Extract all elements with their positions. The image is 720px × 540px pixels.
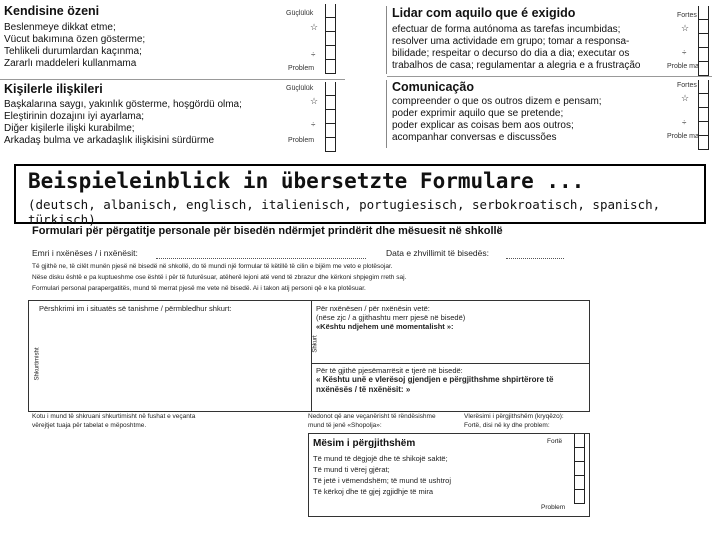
opinion-textarea[interactable] (325, 331, 581, 361)
scale-top-label: Fortes (677, 12, 697, 19)
scale-top-label: Güçlülük (286, 10, 314, 17)
checkbox[interactable] (575, 448, 585, 462)
intro-line: Të gjithë ne, të cilët munën pjesë në bisedë në shkollë, do të mundi një formular të këtillë të cilin e bijëm me veto e plotësojar. (32, 263, 393, 270)
footer-right-2: Fortë, disi në ky dhe problem: (464, 422, 550, 429)
panel-title: Lidar com aquilo que é exigido (392, 6, 576, 20)
learning-line: Të kërkoj dhe të gjej zgjidhje të mira (313, 487, 434, 496)
all-question-2: nxënësës / të nxënësit: » (316, 385, 411, 394)
checkbox[interactable] (699, 122, 709, 136)
rating-checkboxes[interactable] (325, 4, 336, 74)
left-side-label: Shkurtimisht (34, 347, 41, 381)
learning-scale-bottom: Problem (541, 504, 566, 511)
panel-line: Başkalarına saygı, yakınlık gösterme, hoşgördü olma; (4, 99, 242, 110)
learning-scale-top: Fortë (547, 438, 563, 445)
panel-title: Kendisine özeni (4, 4, 100, 18)
checkbox[interactable] (326, 32, 336, 46)
panel-line: poder exprimir aquilo que se pretende; (392, 108, 564, 119)
learning-title: Mësim i përgjithshëm (313, 438, 416, 449)
all-title: Për të gjithë pjesëmarrësit e tjerë në bisedë: (316, 366, 463, 375)
panel-line: resolver uma actividade em grupo; tomar a responsa- (392, 36, 630, 47)
panel-line: Tehlikeli durumlardan kaçınma; (4, 46, 142, 57)
scale-top-label: Fortes (677, 82, 697, 89)
rating-checkboxes[interactable] (698, 6, 709, 76)
rating-checkboxes[interactable] (698, 80, 709, 150)
checkbox[interactable] (699, 34, 709, 48)
footer-mid-2: mund të jenë «Shopolja»: (308, 422, 382, 429)
footer-left-2: vërejtjet tuaja për tabelat e mëposhtme. (32, 422, 147, 429)
checkbox[interactable] (699, 20, 709, 34)
situation-textarea[interactable] (39, 315, 305, 405)
learning-line: Të mund të dëgjojë dhe të shikojë saktë; (313, 454, 448, 463)
name-label: Emri i nxënëses / i nxënësit: (32, 248, 138, 258)
checkbox[interactable] (326, 60, 336, 74)
panel-line: poder explicar as coisas bem aos outros; (392, 120, 574, 131)
checkbox[interactable] (326, 138, 336, 152)
checkbox[interactable] (326, 124, 336, 138)
short-label: Shkurt (312, 335, 319, 353)
learning-panel (308, 433, 590, 517)
panel-line: compreender o que os outros dizem e pensam; (392, 96, 602, 107)
checkbox[interactable] (699, 108, 709, 122)
checkbox[interactable] (699, 62, 709, 76)
star-icon: ☆ (310, 22, 319, 32)
intro-line: Formulari personal parapergatitës, mund të merrat pjesë me vete në bisedë. Ai i takon atij personi që e ka plotësuar. (32, 285, 366, 292)
panel-line: acompanhar conversas e discussões (392, 132, 557, 143)
divide-icon: ÷ (311, 120, 316, 129)
divide-icon: ÷ (311, 50, 316, 59)
checkbox[interactable] (699, 94, 709, 108)
checkbox[interactable] (326, 110, 336, 124)
panel-line: Diğer kişilerle ilişki kurabilme; (4, 123, 135, 134)
opinion-note: (nëse zjc / a gjithashtu merr pjesë në bisedë) (316, 313, 466, 322)
checkbox[interactable] (326, 82, 336, 96)
checkbox[interactable] (699, 136, 709, 150)
rating-checkboxes[interactable] (325, 82, 336, 152)
scale-top-label: Güçlülük (286, 85, 314, 92)
checkbox[interactable] (699, 80, 709, 94)
checkbox[interactable] (575, 476, 585, 490)
checkbox[interactable] (699, 48, 709, 62)
intro-line: Nëse disku është e pa kuptueshme ose është i për të futurësuar, atëherë lejoni atë vend të zbrazur dhe kërkoni shpjegim rreth saj. (32, 274, 407, 281)
scale-bottom-label: Problem (288, 137, 315, 144)
checkbox[interactable] (575, 434, 585, 448)
star-icon: ☆ (310, 96, 319, 106)
panel-portuguese-demands (386, 6, 712, 74)
panel-line: trabalhos de casa; regulamentar a alegria e a frustração (392, 60, 641, 71)
all-question-1: « Kështu unë e vlerësoj gjendjen e përgjithshme shpirtërore të (316, 375, 554, 384)
panel-title: Kişilerle ilişkileri (4, 82, 103, 96)
learning-line: Të mund ti vërej gjërat; (313, 465, 390, 474)
footer-left-1: Kotu i mund të shkruani shkurtimisht në fushat e veçanta (32, 413, 196, 420)
panel-line: Arkadaş bulma ve arkadaşlık ilişkisini sürdürme (4, 135, 215, 146)
learning-line: Të jetë i vëmendshëm; të mund të ushtroj (313, 476, 451, 485)
checkbox[interactable] (326, 96, 336, 110)
panel-line: efectuar de forma autónoma as tarefas incumbidas; (392, 24, 621, 35)
scale-bottom-label: Problem (288, 65, 315, 72)
date-field[interactable] (506, 258, 564, 259)
divide-icon: ÷ (682, 118, 687, 127)
panel-title: Comunicação (392, 80, 474, 94)
star-icon: ☆ (681, 23, 690, 33)
all-textarea[interactable] (325, 395, 581, 409)
panel-turkish-relations (0, 82, 345, 154)
checkbox[interactable] (326, 4, 336, 18)
rating-checkboxes[interactable] (574, 434, 585, 504)
panel-portuguese-communication (386, 80, 712, 148)
form-heading: Formulari për përgatitje personale për bisedën ndërmjet prindërit dhe mësuesit në shkollë (32, 225, 503, 237)
footer-mid-1: Nedonot që ane veçanërisht të rëndësishme (308, 413, 436, 420)
left-box-title: Përshkrimi im i situatës së tanishme / përmbledhur shkurt: (39, 304, 232, 313)
albanian-form (28, 222, 590, 518)
scale-bottom-label: Proble ma (667, 63, 699, 70)
banner-title: Beispieleinblick in übersetzte Formulare ... (28, 169, 585, 193)
panel-line: bilidade; respeitar o decurso do dia a dia; executar os (392, 48, 630, 59)
checkbox[interactable] (326, 46, 336, 60)
panel-line: Beslenmeye dikkat etme; (4, 22, 116, 33)
date-label: Data e zhvillimit të bisedës: (386, 248, 489, 258)
footer-right-1: Vlerësimi i përgjithshëm (kryqëzo): (464, 413, 564, 420)
opinion-title: Për nxënësen / për nxënësin vetë: (316, 304, 430, 313)
scale-bottom-label: Proble ma (667, 133, 699, 140)
panel-line: Eleştirinin dozajını iyi ayarlama; (4, 111, 145, 122)
opinion-question: «Kështu ndjehem unë momentalisht »: (316, 322, 454, 331)
checkbox[interactable] (699, 6, 709, 20)
panel-turkish-selfcare (0, 4, 345, 78)
checkbox[interactable] (326, 18, 336, 32)
name-field[interactable] (156, 258, 366, 259)
star-icon: ☆ (681, 93, 690, 103)
situation-grid (28, 300, 590, 412)
divide-icon: ÷ (682, 48, 687, 57)
caption-banner (14, 164, 706, 227)
checkbox[interactable] (575, 462, 585, 476)
checkbox[interactable] (575, 490, 585, 504)
panel-line: Zararlı maddeleri kullanmama (4, 58, 137, 69)
panel-line: Vücut bakımına özen gösterme; (4, 34, 146, 45)
banner-subtitle: (deutsch, albanisch, englisch, italienisch, portugiesisch, serbokroatisch, spanisch, türkisch) (28, 197, 661, 227)
